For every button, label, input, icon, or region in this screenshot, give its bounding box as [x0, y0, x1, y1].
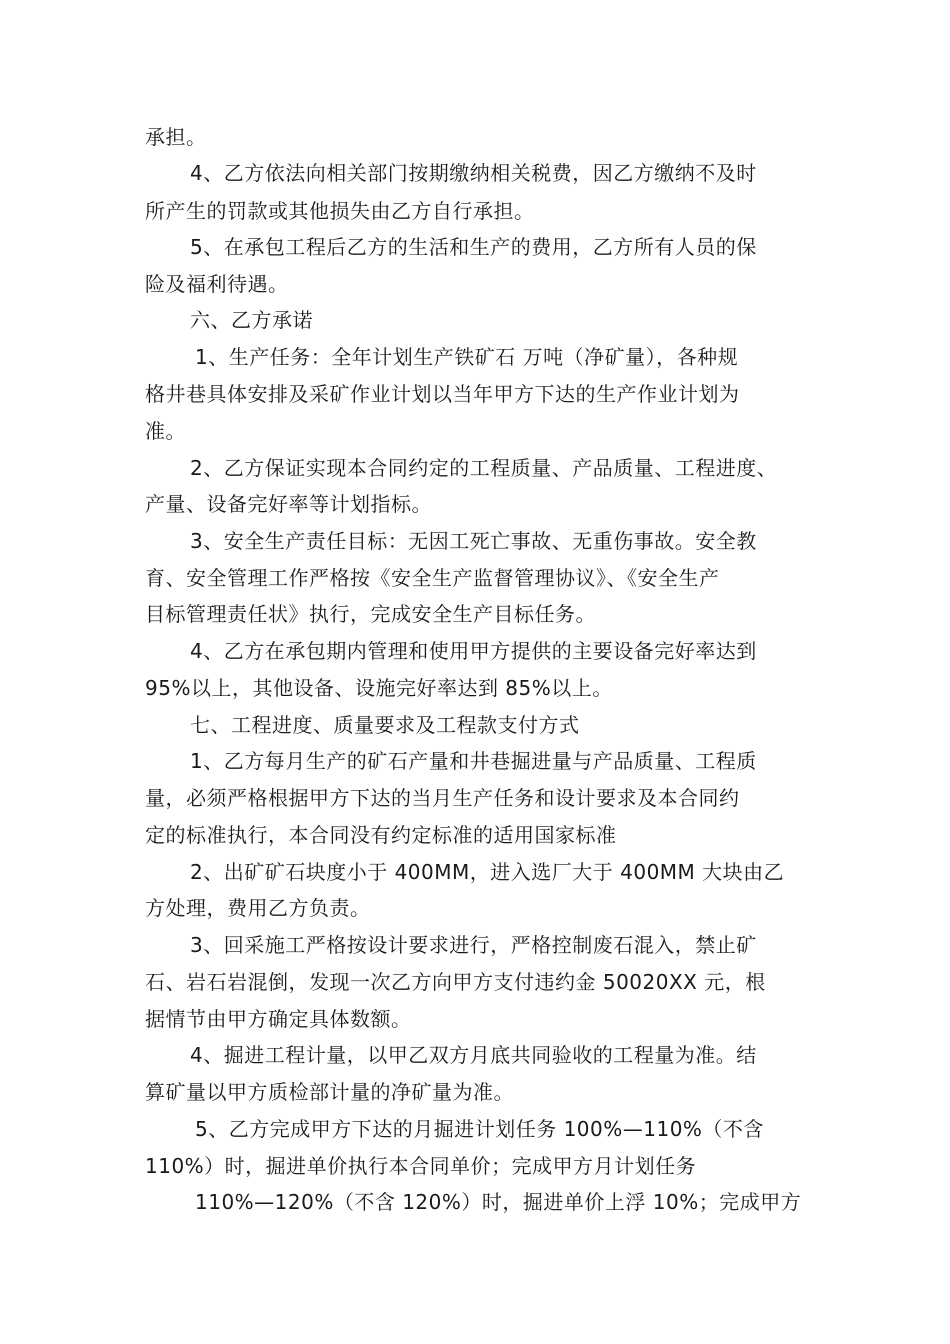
text-line: 95%以上，其他设备、设施完好率达到 85%以上。 [145, 676, 613, 700]
section-heading: 六、乙方承诺 [190, 308, 313, 332]
text-line: 算矿量以甲方质检部计量的净矿量为准。 [145, 1080, 514, 1104]
text-line: 育、安全管理工作严格按《安全生产监督管理协议》、《安全生产 [145, 566, 720, 590]
text-line: 2、乙方保证实现本合同约定的工程质量、产品质量、工程进度、 [190, 456, 778, 480]
text-line: 1、生产任务：全年计划生产铁矿石 万吨（净矿量），各种规 [195, 345, 739, 369]
text-line: 产量、设备完好率等计划指标。 [145, 492, 432, 516]
text-line: 5、乙方完成甲方下达的月掘进计划任务 100%—110%（不含 [195, 1117, 764, 1141]
text-line: 格井巷具体安排及采矿作业计划以当年甲方下达的生产作业计划为 [145, 382, 740, 406]
text-line: 4、乙方在承包期内管理和使用甲方提供的主要设备完好率达到 [190, 639, 757, 663]
text-line: 承担。 [145, 125, 207, 149]
text-line: 石、岩石岩混倒，发现一次乙方向甲方支付违约金 50020XX 元，根 [145, 970, 766, 994]
text-line: 110%—120%（不含 120%）时，掘进单价上浮 10%；完成甲方 [195, 1190, 802, 1214]
text-line: 4、乙方依法向相关部门按期缴纳相关税费，因乙方缴纳不及时 [190, 161, 757, 185]
text-line: 定的标准执行，本合同没有约定标准的适用国家标准 [145, 823, 617, 847]
text-line: 据情节由甲方确定具体数额。 [145, 1007, 412, 1031]
text-line: 110%）时，掘进单价执行本合同单价；完成甲方月计划任务 [145, 1154, 697, 1178]
text-line: 5、在承包工程后乙方的生活和生产的费用，乙方所有人员的保 [190, 235, 757, 259]
text-line: 量，必须严格根据甲方下达的当月生产任务和设计要求及本合同约 [145, 786, 740, 810]
section-heading: 七、工程进度、质量要求及工程款支付方式 [190, 713, 580, 737]
text-line: 险及福利待遇。 [145, 272, 289, 296]
text-line: 所产生的罚款或其他损失由乙方自行承担。 [145, 199, 535, 223]
text-line: 3、安全生产责任目标：无因工死亡事故、无重伤事故。安全教 [190, 529, 757, 553]
text-line: 4、掘进工程计量，以甲乙双方月底共同验收的工程量为准。结 [190, 1043, 757, 1067]
text-line: 准。 [145, 419, 186, 443]
text-line: 3、回采施工严格按设计要求进行，严格控制废石混入，禁止矿 [190, 933, 757, 957]
text-line: 方处理，费用乙方负责。 [145, 896, 371, 920]
text-line: 目标管理责任状》执行，完成安全生产目标任务。 [145, 602, 596, 626]
text-line: 1、乙方每月生产的矿石产量和井巷掘进量与产品质量、工程质 [190, 749, 757, 773]
text-line: 2、出矿矿石块度小于 400MM，进入选厂大于 400MM 大块由乙 [190, 860, 785, 884]
